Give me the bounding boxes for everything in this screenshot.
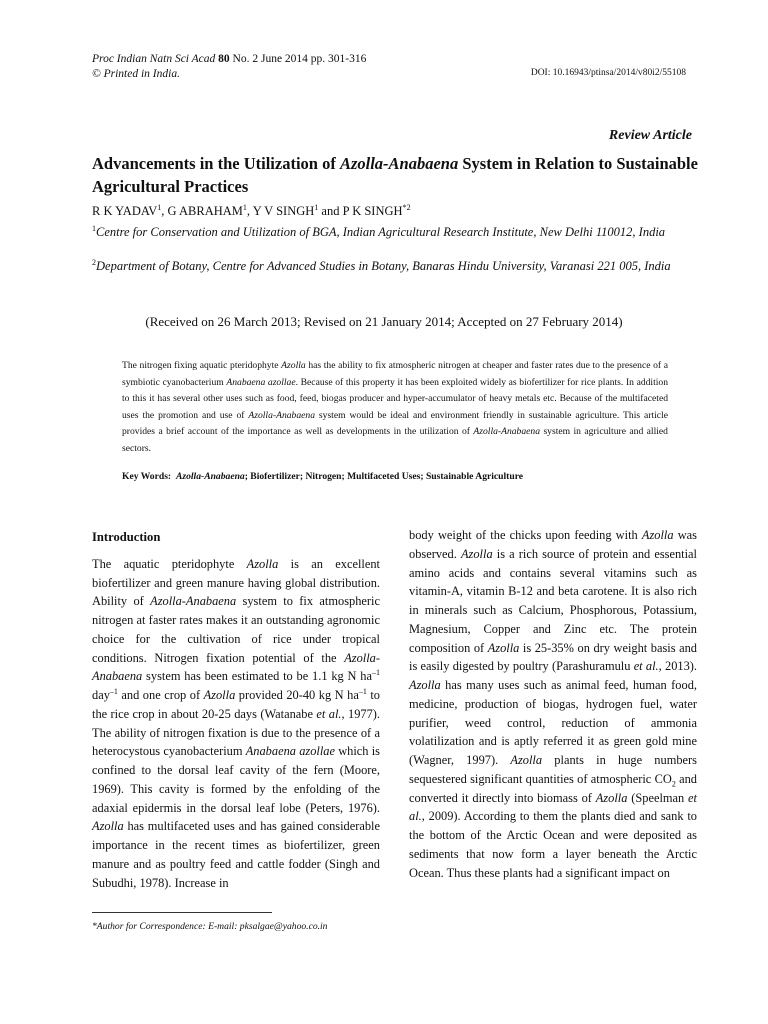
body-text: , 2013). <box>658 659 698 674</box>
journal-volume: 80 <box>218 53 230 65</box>
body-text: provided 20-40 kg N ha <box>235 688 359 702</box>
body-italic: Azolla <box>487 640 520 655</box>
correspondence-footnote: *Author for Correspondence: E-mail: pksalgae@yahoo.co.in <box>92 921 328 932</box>
body-sup: –1 <box>358 686 367 696</box>
body-text: body weight of the chicks upon feeding with <box>409 528 642 542</box>
body-sup: –1 <box>372 668 380 678</box>
body-sub: 2 <box>671 779 676 789</box>
author-name: , Y V SINGH <box>246 204 315 219</box>
keywords-italic: Azolla-Anabaena <box>175 471 245 482</box>
body-text: system to fix atmospheric nitrogen at faster rates makes it an outstanding agronomic choice for the cultivation of rice under tropical conditions. Nitrogen fixation potential of the <box>92 594 380 665</box>
keywords-text: ; Biofertilizer; Nitrogen; Multifaceted Uses; Sustainable Agriculture <box>244 471 524 482</box>
body-italic: Anabaena azollae <box>245 744 335 759</box>
abstract-italic: Azolla <box>281 360 306 371</box>
abstract-text: The nitrogen fixing aquatic pteridophyte <box>122 360 282 371</box>
affiliation-1 <box>92 221 700 240</box>
body-text: is 25-35% on dry weight basis and is easily digested by poultry (Parashuramulu <box>409 640 697 674</box>
title-italic: Azolla-Anabaena <box>339 154 459 173</box>
body-italic: Azolla <box>460 546 493 561</box>
printed-note: © Printed in India. <box>92 68 180 80</box>
body-italic: Azolla-Anabaena <box>150 594 237 609</box>
author-list <box>92 203 411 219</box>
article-title <box>92 152 702 198</box>
affiliation-sup: 2 <box>92 258 96 267</box>
body-text: , 1977). The ability of nitrogen fixation is due to the presence of a heterocystous cyanobacterium <box>92 706 381 759</box>
body-italic: et al. <box>409 790 697 824</box>
affiliation-text: Centre for Conservation and Utilization of BGA, Indian Agricultural Research Institute, New Delhi 110012, India <box>96 225 666 240</box>
body-text: is a rich source of protein and essential amino acids and contains several vitamins such as vitamin-A, vitamin B-12 and beta carotene. It is also rich in minerals such as Calcium, Phosphorous, Potassium, Magnesium, Copper and Zinc etc. The protein composition of <box>409 546 697 655</box>
body-text: system has been estimated to be 1.1 kg N ha <box>142 669 372 684</box>
body-text: was observed. <box>409 528 697 561</box>
body-text: to the rice crop in about 20-25 days (Watanabe <box>92 688 380 721</box>
body-text: has multifaceted uses and has gained considerable importance in the recent times as biofertilizer, green manure and as poultry feed and cattle fodder (Singh and Subudhi, 1978). Increase in <box>92 819 380 890</box>
keywords-label: Key Words: <box>122 471 172 482</box>
section-heading: Introduction <box>92 530 161 544</box>
body-italic: Azolla <box>246 556 279 571</box>
journal-issue: No. 2 June 2014 pp. 301-316 <box>232 53 367 65</box>
body-paragraph <box>409 526 697 882</box>
body-text: plants in huge numbers sequestered significant quantities of atmospheric CO <box>409 753 697 786</box>
journal-header <box>92 52 366 82</box>
body-text: (Speelman <box>627 790 689 805</box>
body-italic: Azolla <box>641 528 674 542</box>
author-sup: 1 <box>242 203 247 212</box>
author-sup: *2 <box>402 203 411 212</box>
journal-name: Proc Indian Natn Sci Acad <box>92 53 216 65</box>
received-dates: (Received on 26 March 2013; Revised on 21 January 2014; Accepted on 27 February 2014) <box>145 314 623 329</box>
title-text-2: System in Relation to Sustainable Agricultural Practices <box>92 154 698 196</box>
doi: DOI: 10.16943/ptinsa/2014/v80i2/55108 <box>530 68 686 78</box>
keywords <box>122 471 523 482</box>
abstract-italic: Azolla-Anabaena <box>473 426 541 437</box>
body-text: and one crop of <box>117 688 204 702</box>
body-text: day <box>92 688 110 702</box>
abstract-italic: Azolla-Anabaena <box>248 409 315 421</box>
body-text: has many uses such as animal feed, human food, medicine, production of biogas, hydrogen fuel, water purifier, weed control, reduction of ammonia volatilization and is aptly referred it as green gold mine (Wagner, 1997). <box>409 678 697 767</box>
body-italic: Azolla <box>409 678 441 692</box>
abstract <box>122 358 668 457</box>
body-italic: Azolla <box>595 790 628 805</box>
right-column <box>409 526 697 882</box>
body-text: The aquatic pteridophyte <box>92 556 247 571</box>
body-sup: –1 <box>109 686 118 696</box>
abstract-text: has the ability to fix atmospheric nitrogen at cheaper and faster rates due to the presence of a symbiotic cyanobacterium <box>122 360 668 388</box>
author-name: and P K SINGH <box>318 204 403 219</box>
author-name: R K YADAV <box>92 204 158 219</box>
affiliation-text: Department of Botany, Centre for Advanced Studies in Botany, Banaras Hindu University, Varanasi 221 005, India <box>96 259 671 274</box>
title-text: Advancements in the Utilization of <box>92 154 340 173</box>
abstract-text: . Because of this property it has been exploited widely as biofertilizer for rice plants. In addition to this it has several other uses such as food, feed, biogas producer and hyper-accumulator of heavy metals etc. Because of the multifaceted uses the promotion and use of <box>122 376 669 421</box>
body-text: , 2009). According to them the plants died and sank to the bottom of the Arctic Ocean and were deposited as sediments that now form a layer beneath the Arctic Ocean. Thus these plants had a significant impact on <box>409 809 697 880</box>
body-text: and converted it directly into biomass of <box>409 771 697 805</box>
journal-citation <box>92 52 366 67</box>
left-column <box>92 528 380 892</box>
author-name: , G ABRAHAM <box>161 204 243 219</box>
author-sup: 1 <box>157 203 162 212</box>
body-italic: et al. <box>633 659 659 674</box>
abstract-italic: Anabaena azollae <box>226 376 296 388</box>
body-italic: Azolla-Anabaena <box>92 650 380 684</box>
body-text: is an excellent biofertilizer and green manure having global distribution. Ability of <box>92 556 380 609</box>
body-text: which is confined to the dorsal leaf cavity of the fern (Moore, 1969). This cavity is formed by the enfolding of the adaxial epidermis in the dorsal leaf lobe (Peters, 1976). <box>92 744 380 815</box>
intro-paragraph <box>92 555 380 893</box>
footnote-rule <box>92 912 272 913</box>
author-sup: 1 <box>314 203 319 212</box>
abstract-text: system in agriculture and allied sectors. <box>122 426 668 454</box>
body-italic: Azolla <box>203 688 236 702</box>
affiliation-sup: 1 <box>92 224 96 233</box>
body-italic: Azolla <box>92 819 124 834</box>
article-type: Review Article <box>608 128 692 143</box>
abstract-text: system would be ideal and environment friendly in sustainable agriculture. This article provides a brief account of the importance as well as developments in the utilization of <box>122 409 668 437</box>
body-italic: Azolla <box>510 753 543 767</box>
affiliation-2 <box>92 255 700 274</box>
body-italic: et al. <box>316 706 342 721</box>
